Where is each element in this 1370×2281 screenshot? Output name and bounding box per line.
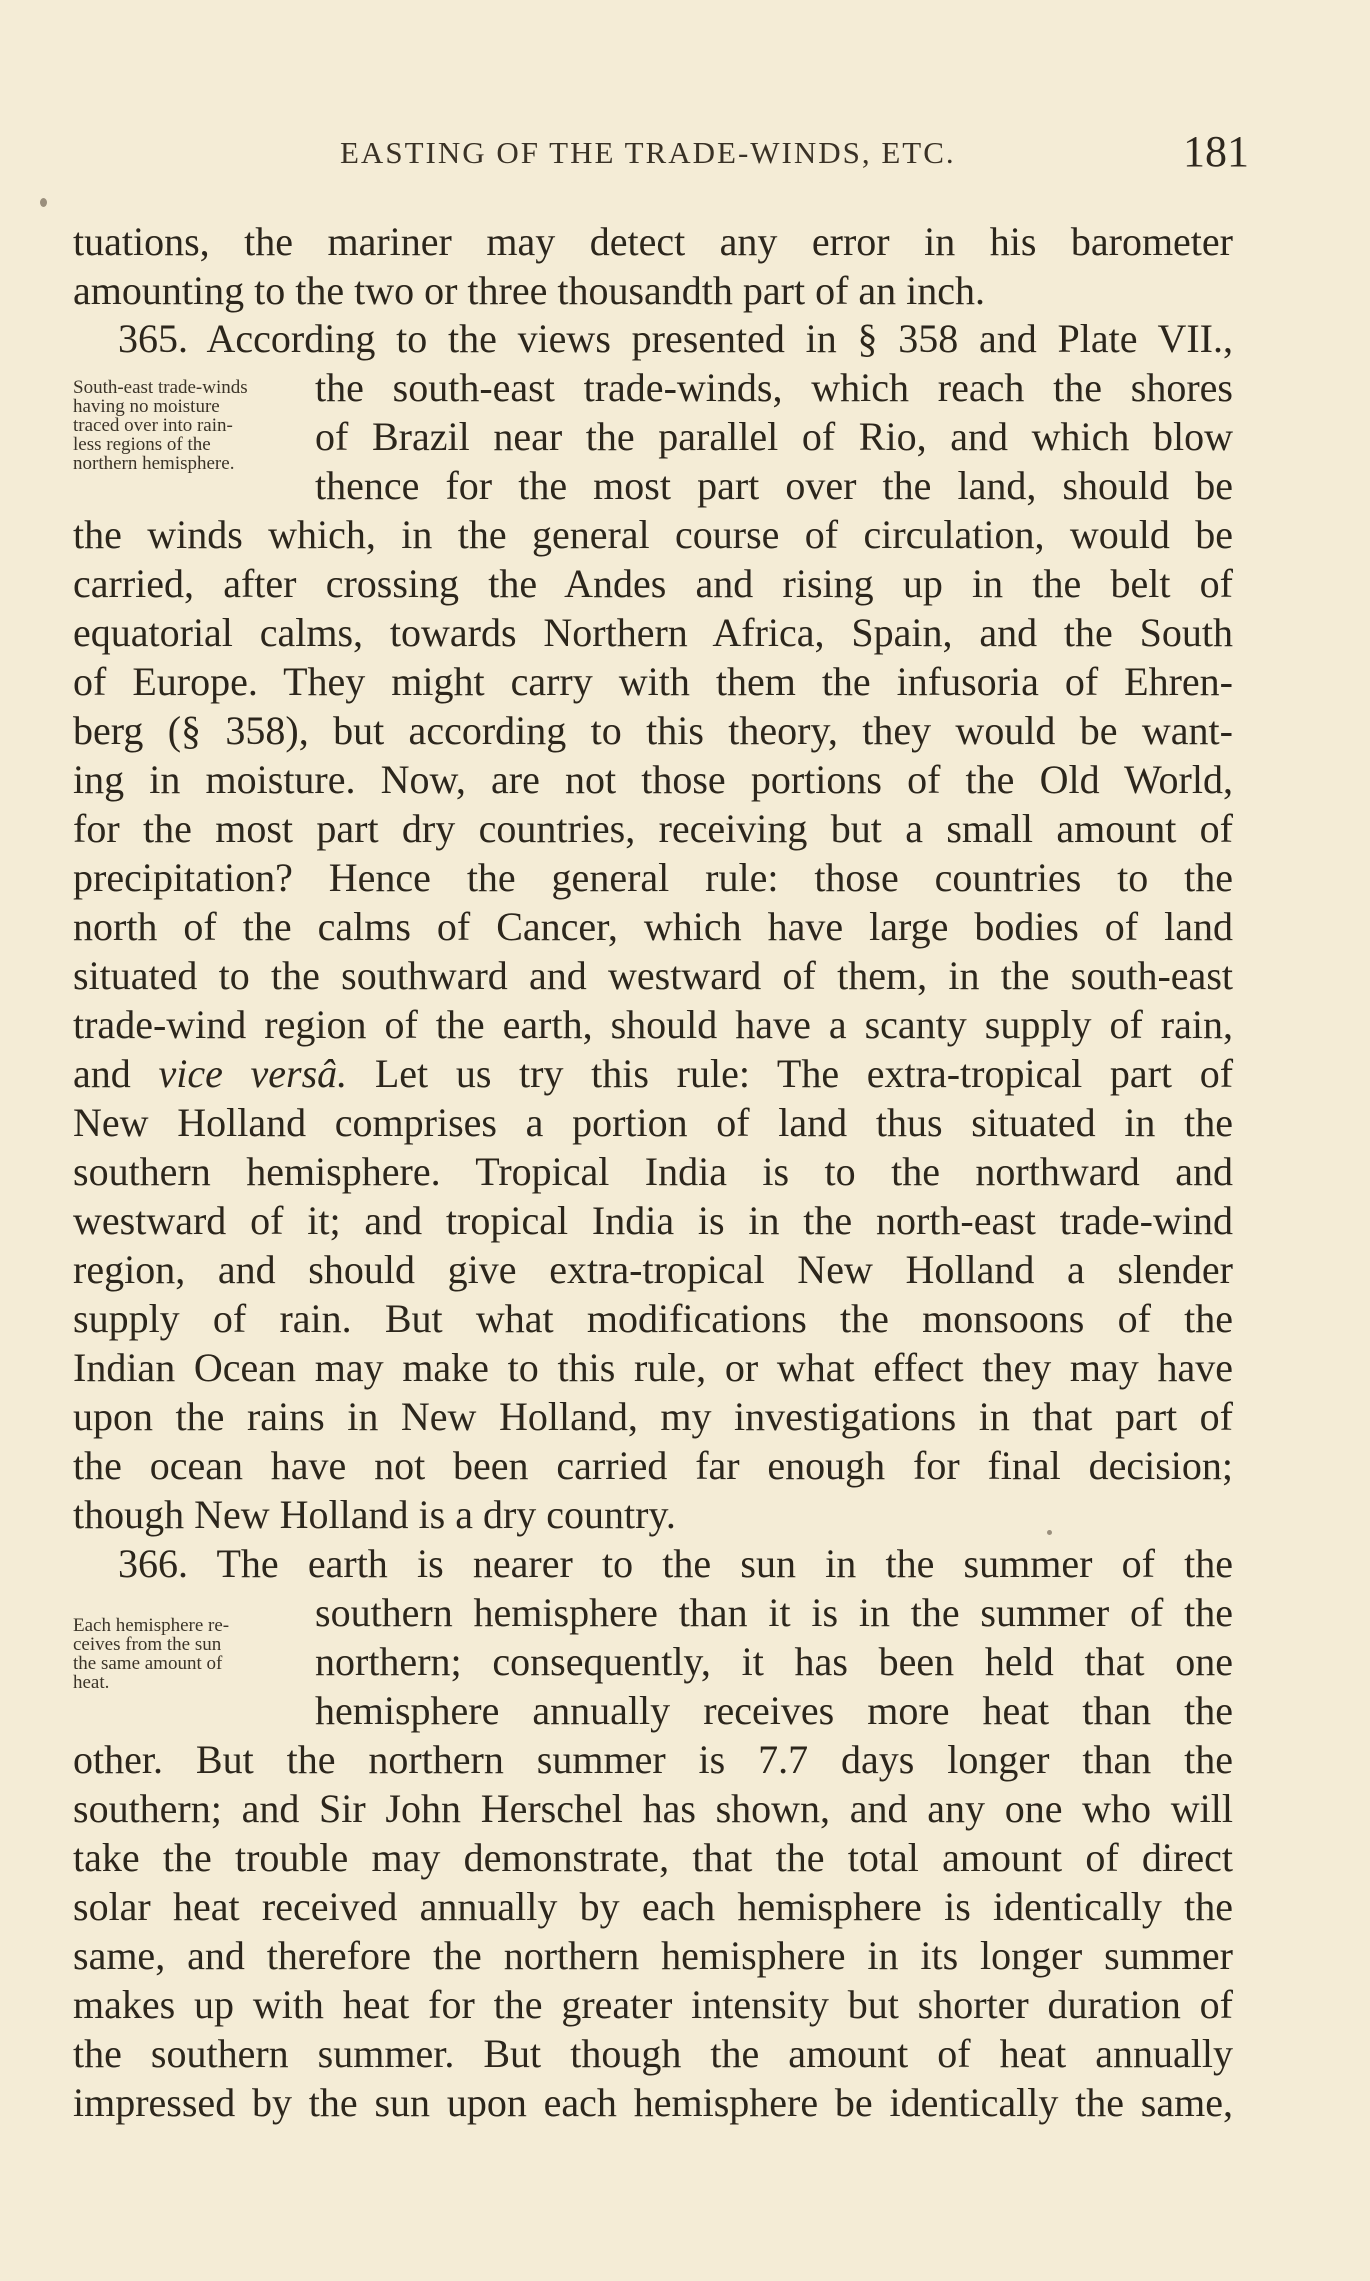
body-line: amounting to the two or three thousandth part of an inch. [73, 268, 986, 313]
paper-speck [1047, 1530, 1052, 1535]
body-line: thence for the most part over the land, should be [315, 463, 1233, 508]
body-line: the south-east trade-winds, which reach the shores [315, 365, 1233, 410]
body-line: southern hemisphere than it is in the summer of the [315, 1590, 1233, 1635]
body-text: and [73, 1051, 131, 1096]
body-line: makes up with heat for the greater intensity but shorter duration of [73, 1982, 1233, 2027]
body-line: berg (§ 358), but according to this theory, they would be want- [73, 708, 1233, 753]
body-line: of Brazil near the parallel of Rio, and which blow [315, 414, 1233, 459]
body-line: of Europe. They might carry with them the infusoria of Ehren- [73, 659, 1233, 704]
margin-note-line: heat. [73, 1672, 110, 1693]
body-line: southern; and Sir John Herschel has shown, and any one who will [73, 1786, 1233, 1831]
margin-note-trade-winds [73, 378, 248, 473]
body-line: westward of it; and tropical India is in the north-east trade-wind [73, 1198, 1233, 1243]
margin-note-line: having no moisture [73, 396, 220, 417]
page-number: 181 [1183, 127, 1249, 176]
margin-note-line: South-east trade-winds [73, 377, 248, 398]
body-line: same, and therefore the northern hemisphere in its longer summer [73, 1933, 1233, 1978]
body-line: region, and should give extra-tropical New Holland a slender [73, 1247, 1233, 1292]
body-line: carried, after crossing the Andes and rising up in the belt of [73, 561, 1233, 606]
body-line: for the most part dry countries, receiving but a small amount of [73, 806, 1233, 851]
body-line: the ocean have not been carried far enough for final decision; [73, 1443, 1233, 1488]
body-line: the winds which, in the general course of circulation, would be [73, 512, 1233, 557]
paper-speck [40, 198, 47, 207]
body-line: northern; consequently, it has been held that one [315, 1639, 1233, 1684]
body-line [73, 1050, 1233, 1098]
body-line: north of the calms of Cancer, which have large bodies of land [73, 904, 1233, 949]
body-line: though New Holland is a dry country. [73, 1492, 676, 1537]
margin-note-line: less regions of the [73, 434, 211, 455]
body-line: tuations, the mariner may detect any error in his barometer [73, 219, 1233, 264]
body-line: impressed by the sun upon each hemisphere be identically the same, [73, 2080, 1233, 2125]
body-line: precipitation? Hence the general rule: those countries to the [73, 855, 1233, 900]
body-line: equatorial calms, towards Northern Africa, Spain, and the South [73, 610, 1233, 655]
body-line: take the trouble may demonstrate, that the total amount of direct [73, 1835, 1233, 1880]
body-line: southern hemisphere. Tropical India is to the northward and [73, 1149, 1233, 1194]
body-line: New Holland comprises a portion of land thus situated in the [73, 1100, 1233, 1145]
body-line: 365. According to the views presented in § 358 and Plate VII., [118, 316, 1233, 361]
margin-note-hemisphere-heat [73, 1616, 229, 1692]
margin-note-line: ceives from the sun [73, 1634, 222, 1655]
body-text: Let us try this rule: The extra-tropical part of [374, 1051, 1234, 1096]
margin-note-line: northern hemisphere. [73, 453, 235, 474]
body-line: the southern summer. But though the amount of heat annually [73, 2031, 1233, 2076]
body-line: hemisphere annually receives more heat than the [315, 1688, 1233, 1733]
body-line: supply of rain. But what modifications the monsoons of the [73, 1296, 1233, 1341]
body-line: trade-wind region of the earth, should have a scanty supply of rain, [73, 1002, 1233, 1047]
margin-note-line: traced over into rain- [73, 415, 233, 436]
margin-note-line: the same amount of [73, 1653, 223, 1674]
margin-note-line: Each hemisphere re- [73, 1615, 230, 1636]
body-line: solar heat received annually by each hemisphere is identically the [73, 1884, 1233, 1929]
body-line: Indian Ocean may make to this rule, or what effect they may have [73, 1345, 1233, 1390]
italic-phrase: vice versâ. [158, 1051, 348, 1096]
body-line: 366. The earth is nearer to the sun in the summer of the [118, 1541, 1233, 1586]
body-line: upon the rains in New Holland, my investigations in that part of [73, 1394, 1233, 1439]
body-line: situated to the southward and westward of them, in the south-east [73, 953, 1233, 998]
body-line: ing in moisture. Now, are not those portions of the Old World, [73, 757, 1233, 802]
running-head: EASTING OF THE TRADE-WINDS, ETC. [340, 135, 956, 170]
body-line: other. But the northern summer is 7.7 days longer than the [73, 1737, 1233, 1782]
